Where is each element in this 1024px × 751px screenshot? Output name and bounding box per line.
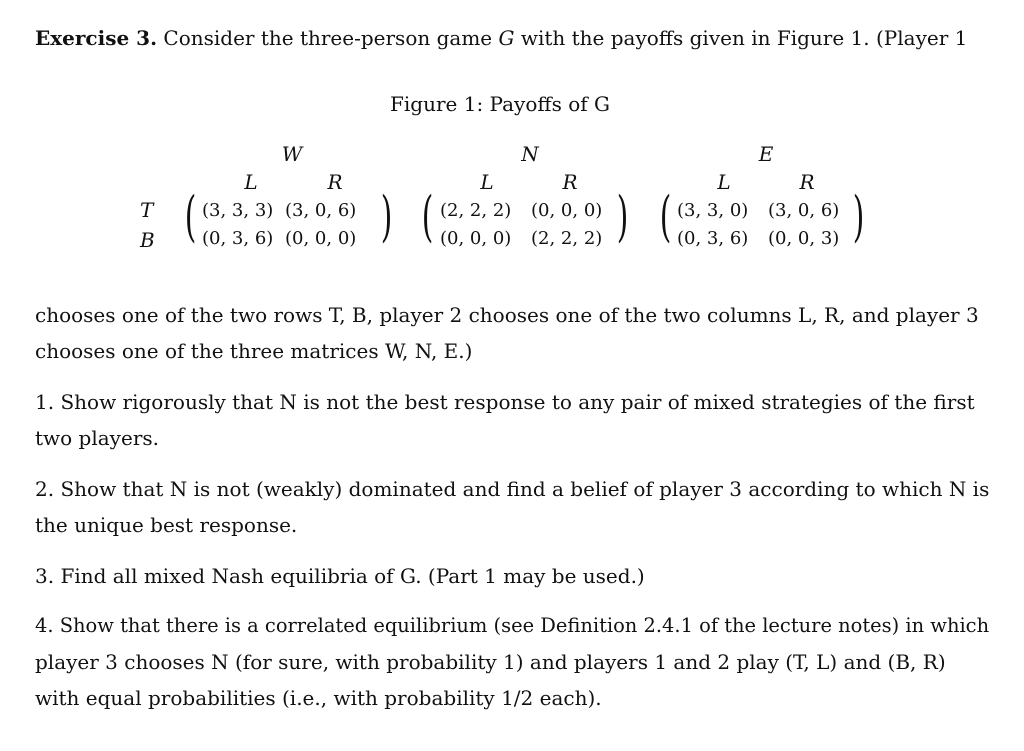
question-4-line-2: player 3 chooses N (for sure, with probability 1) and players 1 and 2 play (T, L) and (B, R) [35,650,946,674]
column-label-l: L [244,170,258,194]
left-parenthesis: ( [184,185,197,248]
question-1-line-2: two players. [35,426,159,450]
column-label-l: L [480,170,494,194]
column-label-r: R [799,170,815,194]
question-4-line-3: with equal probabilities (i.e., with probability 1/2 each). [35,686,602,710]
row-label-t: T [140,198,154,222]
continuation-line-1: chooses one of the two rows T, B, player 2 chooses one of the two columns L, R, and player 3 [35,303,979,327]
column-label-r: R [562,170,578,194]
payoff-cell: (0, 0, 3) [768,228,840,249]
intro-text-pre: Consider the three-person game [163,26,499,50]
payoff-cell: (3, 0, 6) [768,200,840,221]
payoff-cell: (0, 0, 0) [531,200,603,221]
exercise-label: Exercise 3. [35,26,158,50]
question-2-line-2: the unique best response. [35,513,298,537]
matrix-name-e: E [758,142,774,166]
exercise-intro [35,20,985,56]
payoff-cell: (0, 0, 0) [440,228,512,249]
question-1-line-1: 1. Show rigorously that N is not the best response to any pair of mixed strategies of the first [35,390,975,414]
payoff-cell: (0, 3, 6) [202,228,274,249]
payoff-cell: (3, 3, 0) [677,200,749,221]
column-label-l: L [717,170,731,194]
right-parenthesis: ) [852,185,865,248]
game-symbol: G [498,26,515,50]
matrix-name-n: N [521,142,539,166]
row-label-b: B [140,228,155,252]
figure-caption: Figure 1: Payoffs of G [390,92,610,116]
right-parenthesis: ) [616,185,629,248]
left-parenthesis: ( [421,185,434,248]
column-label-r: R [327,170,343,194]
matrix-name-w: W [281,142,303,166]
payoff-cell: (0, 3, 6) [677,228,749,249]
right-parenthesis: ) [380,185,393,248]
payoff-cell: (3, 3, 3) [202,200,274,221]
left-parenthesis: ( [659,185,672,248]
question-4-line-1: 4. Show that there is a correlated equilibrium (see Definition 2.4.1 of the lecture notes) in which [35,614,990,637]
payoff-cell: (2, 2, 2) [531,228,603,249]
payoff-cell: (2, 2, 2) [440,200,512,221]
payoff-cell: (3, 0, 6) [285,200,357,221]
intro-text-post: with the payoffs given in Figure 1. (Player 1 [514,26,968,50]
question-3-line-1: 3. Find all mixed Nash equilibria of G. (Part 1 may be used.) [35,564,645,588]
question-2-line-1: 2. Show that N is not (weakly) dominated and find a belief of player 3 according to which N is [35,477,990,501]
payoff-cell: (0, 0, 0) [285,228,357,249]
continuation-line-2: chooses one of the three matrices W, N, E.) [35,339,473,363]
